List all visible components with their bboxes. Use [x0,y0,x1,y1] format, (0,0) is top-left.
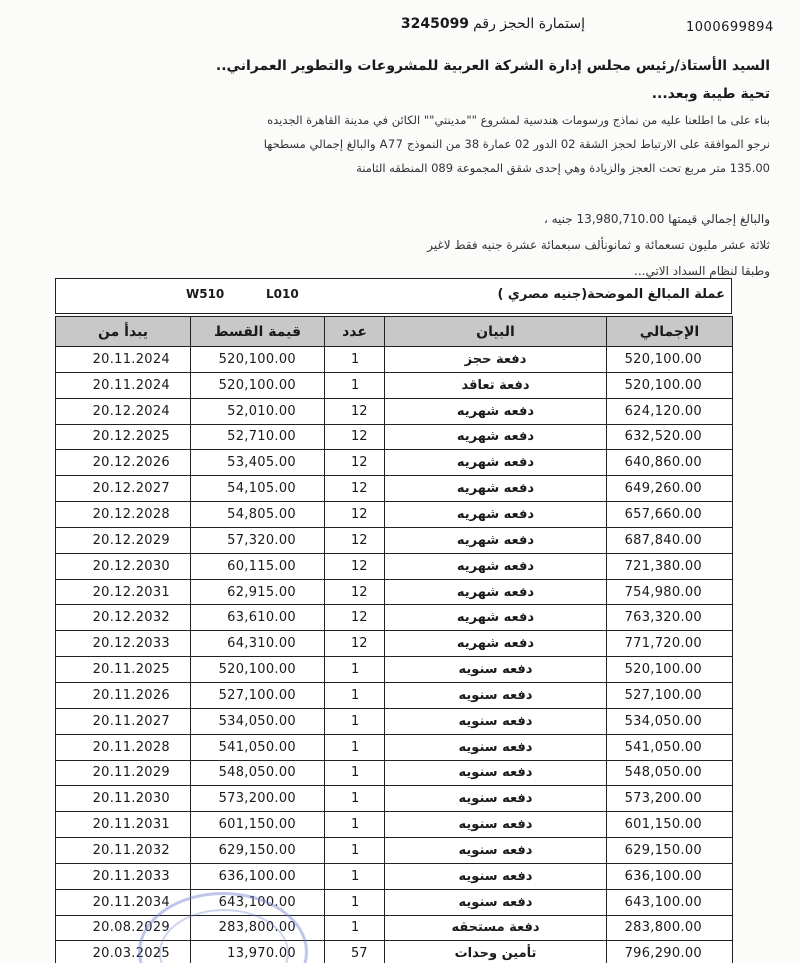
cell-start: 20.11.2027 [56,708,191,734]
cell-desc: دفعه سنويه [385,838,607,864]
cell-start: 20.12.2030 [56,553,191,579]
cell-amount: 63,610.00 [191,605,325,631]
cell-desc: دفعه سنويه [385,812,607,838]
cell-desc: دفعة حجز [385,347,607,373]
table-row [56,786,733,812]
code-l010: L010 [266,287,299,301]
cell-count: 1 [325,915,385,941]
table-row [56,863,733,889]
cell-start: 20.08.2029 [56,915,191,941]
table-row [56,838,733,864]
table-row [56,450,733,476]
doc-number: 1000699894 [686,20,774,35]
cell-start: 20.11.2031 [56,812,191,838]
cell-count: 1 [325,682,385,708]
cell-total: 771,720.00 [607,631,733,657]
cell-amount: 64,310.00 [191,631,325,657]
table-row [56,941,733,963]
cell-desc: دفعه سنويه [385,863,607,889]
cell-total: 632,520.00 [607,424,733,450]
cell-total: 687,840.00 [607,527,733,553]
cell-amount: 52,010.00 [191,398,325,424]
table-row [56,347,733,373]
cell-start: 20.12.2031 [56,579,191,605]
cell-amount: 62,915.00 [191,579,325,605]
cell-start: 20.12.2027 [56,476,191,502]
cell-start: 20.12.2033 [56,631,191,657]
cell-desc: دفعة مستحقه [385,915,607,941]
cell-amount: 643,100.00 [191,889,325,915]
cell-count: 12 [325,579,385,605]
cell-start: 20.12.2028 [56,502,191,528]
cell-desc: دفعه شهريه [385,579,607,605]
cell-desc: دفعه شهريه [385,502,607,528]
cell-start: 20.03.2025 [56,941,191,963]
cell-amount: 541,050.00 [191,734,325,760]
payment-schedule-table [55,316,733,963]
cell-desc: دفعة تعاقد [385,372,607,398]
cell-amount: 520,100.00 [191,657,325,683]
cell-total: 763,320.00 [607,605,733,631]
header-start: يبدأ من [56,317,191,347]
cell-start: 20.12.2025 [56,424,191,450]
cell-count: 1 [325,863,385,889]
cell-count: 1 [325,838,385,864]
cell-desc: دفعه شهريه [385,631,607,657]
cell-amount: 54,805.00 [191,502,325,528]
cell-start: 20.11.2024 [56,347,191,373]
table-row [56,760,733,786]
cell-total: 541,050.00 [607,734,733,760]
cell-count: 1 [325,760,385,786]
table-row [56,553,733,579]
cell-start: 20.12.2029 [56,527,191,553]
cell-count: 1 [325,734,385,760]
cell-count: 12 [325,605,385,631]
cell-amount: 629,150.00 [191,838,325,864]
cell-desc: دفعه سنويه [385,682,607,708]
header-total: الإجمالي [607,317,733,347]
cell-total: 624,120.00 [607,398,733,424]
table-body [56,347,733,963]
cell-total: 548,050.00 [607,760,733,786]
greeting: تحية طيبة وبعد... [651,86,770,102]
cell-desc: دفعه سنويه [385,760,607,786]
cell-total: 573,200.00 [607,786,733,812]
cell-amount: 60,115.00 [191,553,325,579]
cell-total: 796,290.00 [607,941,733,963]
cell-total: 601,150.00 [607,812,733,838]
cell-start: 20.11.2029 [56,760,191,786]
table-row [56,708,733,734]
table-row [56,527,733,553]
cell-total: 283,800.00 [607,915,733,941]
cell-desc: دفعه شهريه [385,605,607,631]
cell-amount: 601,150.00 [191,812,325,838]
letter-line-1: بناء على ما اطلعنا عليه من نماذج ورسومات هندسية لمشروع ""مدينتي"" الكائن في مدينة القاهرة الجديده [267,113,770,127]
table-header-row [56,317,733,347]
addressee: السيد الأستاذ/رئيس مجلس إدارة الشركة العربية للمشروعات والتطوير العمراني.. [215,58,770,74]
cell-desc: دفعه سنويه [385,734,607,760]
cell-count: 12 [325,450,385,476]
cell-count: 12 [325,527,385,553]
table-row [56,915,733,941]
cell-count: 1 [325,372,385,398]
cell-desc: دفعه شهريه [385,527,607,553]
header-desc: البيان [385,317,607,347]
table-row [56,424,733,450]
cell-total: 643,100.00 [607,889,733,915]
cell-amount: 52,710.00 [191,424,325,450]
cell-total: 640,860.00 [607,450,733,476]
cell-desc: دفعه شهريه [385,476,607,502]
total-words-line: ثلاثة عشر مليون تسعمائة و ثمانونألف سبعمائة عشرة جنيه فقط لاغير [427,238,770,252]
table-row [56,734,733,760]
letter-line-3: 135.00 متر مربع تحت العجز والزيادة وهي إحدى شقق المجموعة 089 المنطقه الثامنة [356,161,770,175]
cell-amount: 636,100.00 [191,863,325,889]
cell-count: 57 [325,941,385,963]
cell-start: 20.12.2032 [56,605,191,631]
cell-start: 20.11.2033 [56,863,191,889]
cell-count: 12 [325,631,385,657]
cell-start: 20.11.2030 [56,786,191,812]
payment-system-line: وطبقا لنظام السداد الاتي... [634,264,770,278]
cell-amount: 520,100.00 [191,347,325,373]
cell-desc: دفعه شهريه [385,450,607,476]
cell-amount: 13,970.00 [191,941,325,963]
cell-total: 629,150.00 [607,838,733,864]
cell-total: 520,100.00 [607,347,733,373]
cell-total: 520,100.00 [607,657,733,683]
cell-total: 721,380.00 [607,553,733,579]
cell-count: 12 [325,398,385,424]
cell-count: 1 [325,786,385,812]
table-row [56,631,733,657]
cell-amount: 573,200.00 [191,786,325,812]
cell-count: 12 [325,502,385,528]
cell-desc: دفعه شهريه [385,398,607,424]
cell-amount: 534,050.00 [191,708,325,734]
letter-line-2: نرجو الموافقة على الارتباط لحجز الشقة 02 الدور 02 عمارة 38 من النموذج A77 والبالغ إجمالي مسطحها [263,137,770,151]
cell-start: 20.11.2025 [56,657,191,683]
cell-count: 1 [325,708,385,734]
cell-amount: 53,405.00 [191,450,325,476]
cell-count: 1 [325,812,385,838]
total-value-line: والبالغ إجمالي قيمتها 13,980,710.00 جنيه ، [543,212,770,226]
cell-start: 20.11.2034 [56,889,191,915]
table-row [56,682,733,708]
cell-desc: دفعه سنويه [385,657,607,683]
code-w510: W510 [186,287,225,301]
cell-total: 649,260.00 [607,476,733,502]
table-row [56,372,733,398]
cell-count: 12 [325,424,385,450]
header-amount: قيمة القسط [191,317,325,347]
form-number: 3245099 [400,16,470,32]
cell-desc: دفعه سنويه [385,708,607,734]
cell-count: 12 [325,553,385,579]
table-row [56,812,733,838]
cell-total: 636,100.00 [607,863,733,889]
form-title [350,16,585,32]
cell-total: 520,100.00 [607,372,733,398]
cell-start: 20.11.2032 [56,838,191,864]
cell-start: 20.12.2024 [56,398,191,424]
currency-label: عملة المبالغ الموضحة(جنيه مصري ) [497,287,725,302]
cell-desc: دفعه سنويه [385,889,607,915]
table-row [56,398,733,424]
table-row [56,605,733,631]
cell-amount: 527,100.00 [191,682,325,708]
cell-amount: 520,100.00 [191,372,325,398]
cell-amount: 283,800.00 [191,915,325,941]
table-row [56,476,733,502]
cell-desc: دفعه شهريه [385,424,607,450]
cell-start: 20.11.2024 [56,372,191,398]
cell-start: 20.11.2028 [56,734,191,760]
cell-total: 754,980.00 [607,579,733,605]
currency-box [55,278,732,314]
cell-desc: دفعه شهريه [385,553,607,579]
table-row [56,889,733,915]
table-row [56,502,733,528]
header-count: عدد [325,317,385,347]
form-title-label: إستمارة الحجز رقم [473,16,585,32]
cell-amount: 54,105.00 [191,476,325,502]
cell-amount: 548,050.00 [191,760,325,786]
cell-desc: دفعه سنويه [385,786,607,812]
cell-total: 534,050.00 [607,708,733,734]
cell-start: 20.11.2026 [56,682,191,708]
cell-amount: 57,320.00 [191,527,325,553]
cell-total: 657,660.00 [607,502,733,528]
cell-total: 527,100.00 [607,682,733,708]
cell-count: 1 [325,347,385,373]
table-row [56,657,733,683]
cell-count: 1 [325,889,385,915]
cell-desc: تأمين وحدات [385,941,607,963]
table-row [56,579,733,605]
cell-count: 12 [325,476,385,502]
cell-count: 1 [325,657,385,683]
cell-start: 20.12.2026 [56,450,191,476]
